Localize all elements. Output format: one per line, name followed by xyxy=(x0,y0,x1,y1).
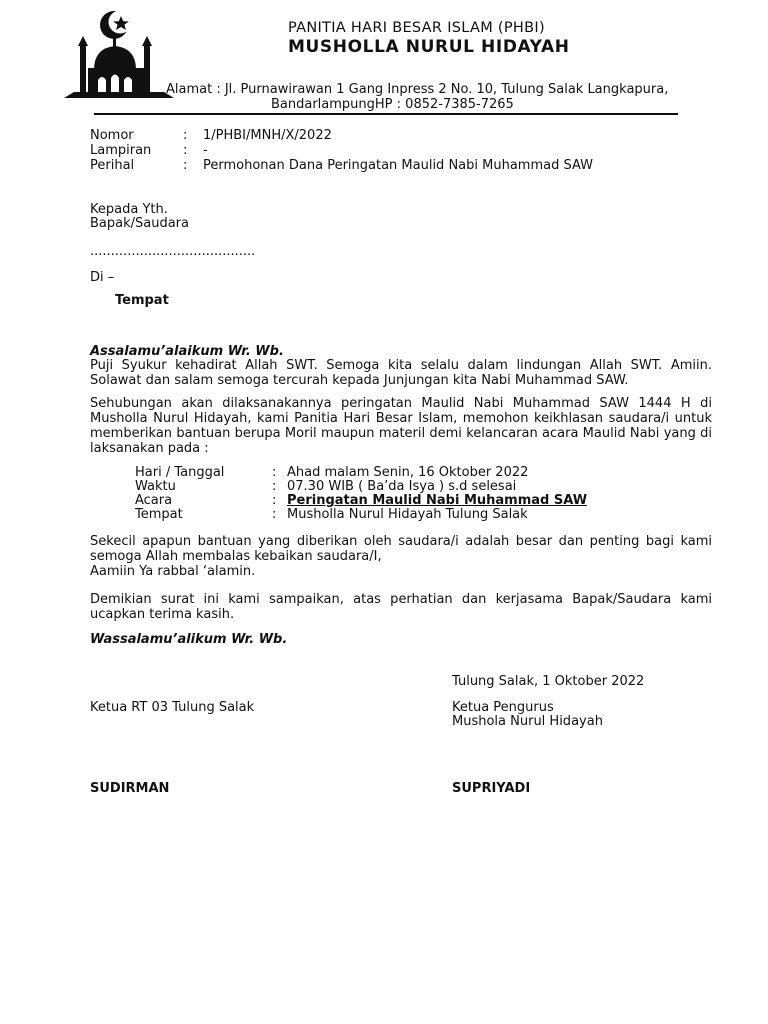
recipient-line1: Kepada Yth. xyxy=(90,202,168,217)
detail-value-acara: Peringatan Maulid Nabi Muhammad SAW xyxy=(287,493,588,508)
mosque-crescent-star-icon xyxy=(64,8,174,98)
header-divider xyxy=(94,113,678,115)
closing-greeting: Wassalamu’alikum Wr. Wb. xyxy=(90,632,288,647)
meta-label-perihal: Perihal xyxy=(90,158,135,173)
org-name-line1: PANITIA HARI BESAR ISLAM (PHBI) xyxy=(288,20,545,36)
recipient-dots: ........................................ xyxy=(90,244,256,259)
detail-value-waktu: 07.30 WIB ( Ba’da Isya ) s.d selesai xyxy=(287,479,517,494)
paragraph-3: Sekecil apapun bantuan yang diberikan oleh saudara/i adalah besar dan penting bagi kami semoga Allah membalas kebaikan saudara/I, xyxy=(90,534,712,564)
detail-label-waktu: Waktu xyxy=(135,479,176,494)
recipient-di: Di – xyxy=(90,270,115,285)
address-line2: BandarlampungHP : 0852-7385-7265 xyxy=(271,97,514,112)
meta-label-nomor: Nomor xyxy=(90,128,134,143)
paragraph-1: Puji Syukur kehadirat Allah SWT. Semoga kita selalu dalam lindungan Allah SWT. Amiin. Solawat dan salam semoga tercurah kepada Junjungan kita Nabi Muhammad SAW. xyxy=(90,358,712,388)
detail-value-hari: Ahad malam Senin, 16 Oktober 2022 xyxy=(287,465,529,480)
paragraph-3-amin: Aamiin Ya rabbal ‘alamin. xyxy=(90,564,256,579)
detail-colon: : xyxy=(272,493,277,508)
detail-label-tempat: Tempat xyxy=(135,507,183,522)
meta-value-perihal: Permohonan Dana Peringatan Maulid Nabi Muhammad SAW xyxy=(203,158,593,173)
letter-date: Tulung Salak, 1 Oktober 2022 xyxy=(452,674,645,689)
right-signer-name: SUPRIYADI xyxy=(452,781,531,796)
left-signer-name: SUDIRMAN xyxy=(90,781,170,796)
meta-colon: : xyxy=(183,128,188,143)
right-signer-title2: Mushola Nurul Hidayah xyxy=(452,714,603,729)
paragraph-4: Demikian surat ini kami sampaikan, atas perhatian dan kerjasama Bapak/Saudara kami ucapkan terima kasih. xyxy=(90,592,712,622)
org-name-line2: MUSHOLLA NURUL HIDAYAH xyxy=(288,37,570,57)
meta-value-lampiran: - xyxy=(203,143,208,158)
meta-colon: : xyxy=(183,158,188,173)
detail-colon: : xyxy=(272,507,277,522)
detail-value-tempat: Musholla Nurul Hidayah Tulung Salak xyxy=(287,507,528,522)
detail-colon: : xyxy=(272,479,277,494)
greeting: Assalamu’alaikum Wr. Wb. xyxy=(90,344,284,359)
recipient-line2: Bapak/Saudara xyxy=(90,216,189,231)
meta-label-lampiran: Lampiran xyxy=(90,143,152,158)
left-signer-title: Ketua RT 03 Tulung Salak xyxy=(90,700,255,715)
detail-colon: : xyxy=(272,465,277,480)
address-line1: Alamat : Jl. Purnawirawan 1 Gang Inpress 2 No. 10, Tulung Salak Langkapura, xyxy=(166,82,669,97)
right-signer-title1: Ketua Pengurus xyxy=(452,700,554,715)
meta-value-nomor: 1/PHBI/MNH/X/2022 xyxy=(203,128,332,143)
recipient-place: Tempat xyxy=(115,293,169,308)
detail-label-hari: Hari / Tanggal xyxy=(135,465,225,480)
detail-label-acara: Acara xyxy=(135,493,173,508)
meta-colon: : xyxy=(183,143,188,158)
paragraph-2: Sehubungan akan dilaksanakannya peringatan Maulid Nabi Muhammad SAW 1444 H di Musholla Nurul Hidayah, kami Panitia Hari Besar Islam, memohon keikhlasan saudara/i untuk memberikan bantuan berupa Moril maupun materil demi kelancaran acara Maulid Nabi yang di laksanakan pada : xyxy=(90,396,712,456)
